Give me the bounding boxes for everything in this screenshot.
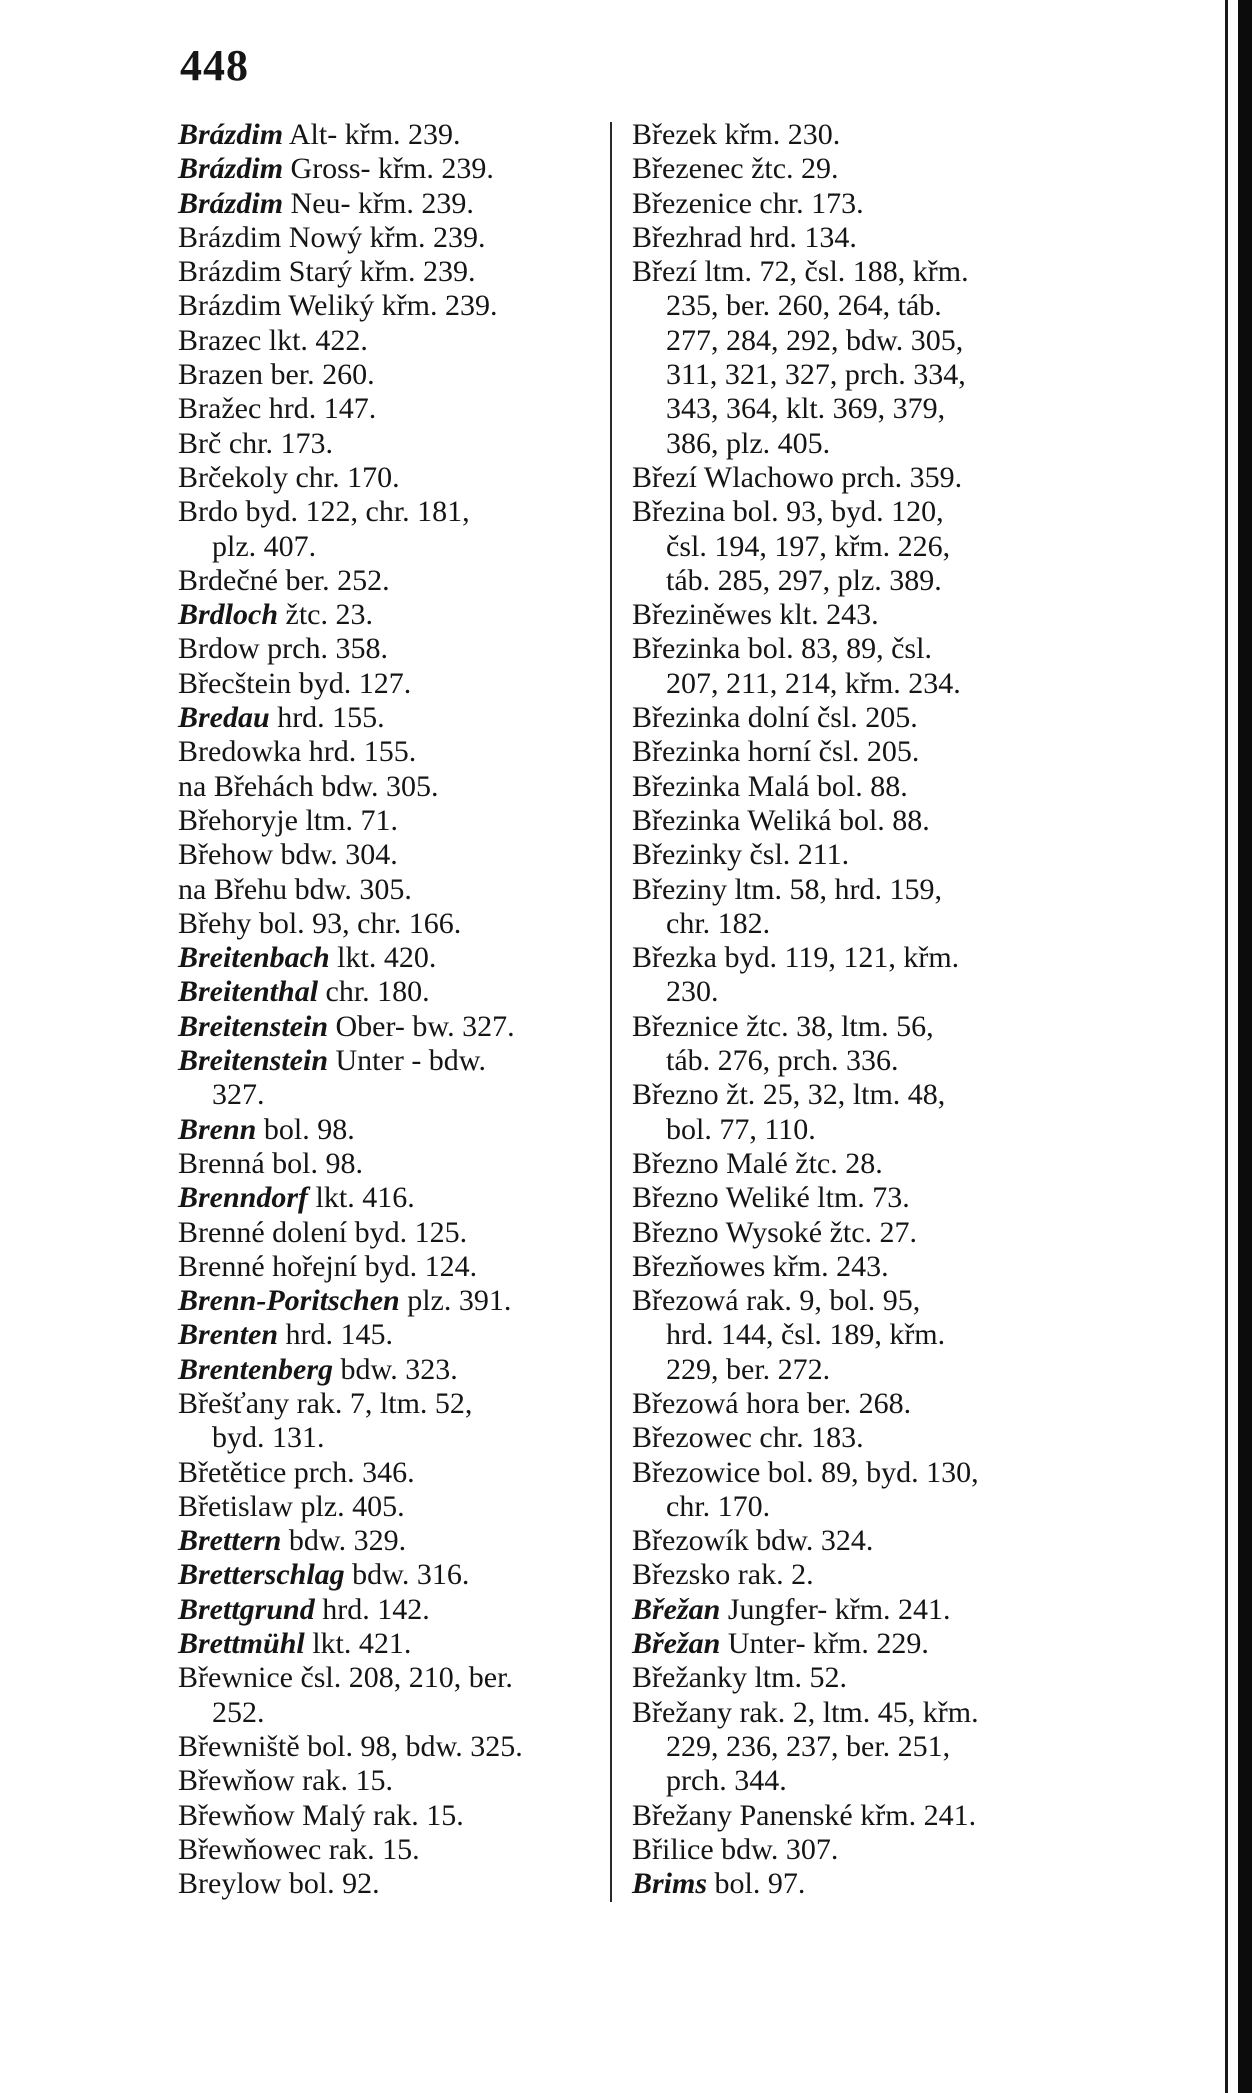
entry-first-line: Březowá hora ber. 268. bbox=[632, 1386, 912, 1420]
index-entry bbox=[178, 1661, 598, 1730]
entry-first-line: Březiněwes klt. 243. bbox=[632, 598, 879, 632]
entry-first-line: Břežany Panenské křm. 241. bbox=[632, 1798, 977, 1832]
index-entry bbox=[632, 152, 1062, 186]
entry-first-line: Březek křm. 230. bbox=[632, 118, 841, 151]
index-entry bbox=[178, 1799, 598, 1833]
index-entry bbox=[632, 1799, 1062, 1833]
index-entry bbox=[632, 1867, 1062, 1901]
entry-first-line: bol. 97. bbox=[714, 1867, 806, 1901]
index-entry bbox=[178, 289, 598, 323]
left-column bbox=[178, 118, 598, 1901]
index-entry bbox=[178, 770, 598, 804]
index-entry bbox=[178, 1593, 598, 1627]
entry-continuation-line: prch. 344. bbox=[666, 1764, 787, 1798]
entry-first-line: Brenné hořejní byd. 124. bbox=[178, 1249, 478, 1283]
index-entry bbox=[178, 873, 598, 907]
entry-continuation-line: chr. 170. bbox=[666, 1489, 771, 1523]
index-entry bbox=[632, 941, 1062, 1010]
index-entry bbox=[632, 632, 1062, 701]
entry-first-line: Březinka horní čsl. 205. bbox=[632, 735, 920, 769]
entry-first-line: Březinky čsl. 211. bbox=[632, 838, 850, 872]
entry-continuation-line: 207, 211, 214, křm. 234. bbox=[666, 666, 961, 700]
index-entry bbox=[632, 1833, 1062, 1867]
index-entry bbox=[632, 1696, 1062, 1799]
entry-continuation-line: táb. 285, 297, plz. 389. bbox=[666, 563, 942, 597]
entry-first-line: Ober- bw. 327. bbox=[335, 1009, 515, 1043]
index-entry bbox=[632, 1147, 1062, 1181]
index-entry bbox=[178, 667, 598, 701]
entry-first-line: lkt. 421. bbox=[312, 1627, 412, 1661]
entry-first-line: Brazec lkt. 422. bbox=[178, 323, 368, 357]
entry-headword: Brims bbox=[632, 1867, 708, 1901]
entry-first-line: Břešťany rak. 7, ltm. 52, bbox=[178, 1386, 473, 1420]
entry-first-line: Unter - bdw. bbox=[335, 1044, 487, 1078]
entry-first-line: Březiny ltm. 58, hrd. 159, bbox=[632, 872, 942, 906]
entry-first-line: Břetětice prch. 346. bbox=[178, 1455, 415, 1489]
index-entry bbox=[178, 701, 598, 735]
entry-first-line: Březí Wlachowo prch. 359. bbox=[632, 460, 963, 494]
entry-continuation-line: 277, 284, 292, bdw. 305, bbox=[666, 323, 964, 357]
entry-headword: Breitenstein bbox=[178, 1009, 329, 1043]
entry-headword: Brázdim bbox=[178, 152, 284, 186]
entry-first-line: Brázdim Nowý křm. 239. bbox=[178, 220, 486, 254]
index-entry bbox=[178, 255, 598, 289]
index-entry bbox=[632, 1078, 1062, 1147]
index-entry bbox=[178, 975, 598, 1009]
entry-first-line: Březowá rak. 9, bol. 95, bbox=[632, 1284, 921, 1318]
entry-first-line: Neu- křm. 239. bbox=[290, 186, 474, 220]
entry-first-line: Břežany rak. 2, ltm. 45, křm. bbox=[632, 1695, 979, 1729]
index-entry bbox=[178, 1147, 598, 1181]
page-edge-line bbox=[1225, 0, 1228, 2093]
index-entry bbox=[632, 1250, 1062, 1284]
entry-headword: Brettgrund bbox=[178, 1592, 315, 1626]
entry-first-line: Březenice chr. 173. bbox=[632, 186, 864, 220]
entry-continuation-line: 311, 321, 327, prch. 334, bbox=[666, 358, 966, 392]
entry-headword: Brázdim bbox=[178, 118, 284, 151]
entry-first-line: Břehow bdw. 304. bbox=[178, 838, 398, 872]
entry-first-line: bol. 98. bbox=[263, 1112, 355, 1146]
entry-first-line: plz. 391. bbox=[407, 1284, 512, 1318]
index-entry bbox=[632, 1216, 1062, 1250]
entry-first-line: Brazen ber. 260. bbox=[178, 358, 375, 392]
entry-first-line: Alt- křm. 239. bbox=[288, 118, 461, 151]
entry-headword: Brdloch bbox=[178, 598, 279, 632]
entry-first-line: Bražec hrd. 147. bbox=[178, 392, 377, 426]
index-entry bbox=[632, 770, 1062, 804]
index-entry bbox=[178, 187, 598, 221]
index-entry bbox=[178, 1867, 598, 1901]
index-entry bbox=[178, 152, 598, 186]
index-entry bbox=[178, 598, 598, 632]
index-entry bbox=[632, 221, 1062, 255]
index-entry bbox=[632, 873, 1062, 942]
entry-first-line: Březno Malé žtc. 28. bbox=[632, 1146, 883, 1180]
entry-first-line: Brázdim Starý křm. 239. bbox=[178, 255, 476, 289]
entry-first-line: Brdow prch. 358. bbox=[178, 632, 388, 666]
right-column bbox=[632, 118, 1062, 1901]
entry-first-line: Brdečné ber. 252. bbox=[178, 563, 390, 597]
entry-continuation-line: 327. bbox=[212, 1078, 265, 1112]
entry-first-line: Jungfer- křm. 241. bbox=[727, 1592, 951, 1626]
entry-first-line: Březí ltm. 72, čsl. 188, křm. bbox=[632, 255, 969, 289]
entry-first-line: Březowec chr. 183. bbox=[632, 1421, 864, 1455]
entry-first-line: Březinka bol. 83, 89, čsl. bbox=[632, 632, 932, 666]
entry-first-line: Břewňowec rak. 15. bbox=[178, 1832, 420, 1866]
index-entry bbox=[632, 838, 1062, 872]
index-entry bbox=[178, 324, 598, 358]
index-entry bbox=[178, 1216, 598, 1250]
index-entry bbox=[178, 392, 598, 426]
index-entry bbox=[178, 907, 598, 941]
index-entry bbox=[632, 1010, 1062, 1079]
index-entry bbox=[632, 255, 1062, 461]
entry-first-line: Brenné dolení byd. 125. bbox=[178, 1215, 468, 1249]
entry-first-line: Březnice žtc. 38, ltm. 56, bbox=[632, 1009, 934, 1043]
index-entry bbox=[178, 358, 598, 392]
entry-first-line: hrd. 145. bbox=[285, 1318, 394, 1352]
entry-first-line: na Břehách bdw. 305. bbox=[178, 769, 439, 803]
entry-continuation-line: čsl. 194, 197, křm. 226, bbox=[666, 529, 951, 563]
entry-first-line: bdw. 323. bbox=[340, 1352, 458, 1386]
index-entry bbox=[632, 1456, 1062, 1525]
index-entry bbox=[178, 1044, 598, 1113]
index-entry bbox=[178, 495, 598, 564]
index-entry bbox=[632, 1627, 1062, 1661]
entry-continuation-line: 235, ber. 260, 264, táb. bbox=[666, 289, 942, 323]
entry-continuation-line: byd. 131. bbox=[212, 1421, 325, 1455]
index-entry bbox=[178, 1284, 598, 1318]
entry-first-line: Březsko rak. 2. bbox=[632, 1558, 814, 1592]
entry-first-line: Břežanky ltm. 52. bbox=[632, 1661, 847, 1695]
entry-headword: Brettern bbox=[178, 1524, 282, 1558]
entry-first-line: Březno žt. 25, 32, ltm. 48, bbox=[632, 1078, 946, 1112]
index-entry bbox=[178, 221, 598, 255]
entry-first-line: Břewnice čsl. 208, 210, ber. bbox=[178, 1661, 513, 1695]
entry-headword: Brentenberg bbox=[178, 1352, 334, 1386]
index-entry bbox=[178, 632, 598, 666]
entry-first-line: hrd. 142. bbox=[322, 1592, 430, 1626]
entry-continuation-line: 252. bbox=[212, 1695, 265, 1729]
entry-first-line: Březowík bdw. 324. bbox=[632, 1524, 874, 1558]
index-entry bbox=[178, 1181, 598, 1215]
entry-continuation-line: hrd. 144, čsl. 189, křm. bbox=[666, 1318, 946, 1352]
index-entry bbox=[178, 1558, 598, 1592]
entry-first-line: Unter- křm. 229. bbox=[727, 1627, 929, 1661]
index-entry bbox=[178, 1250, 598, 1284]
index-entry bbox=[178, 1113, 598, 1147]
entry-headword: Brenn-Poritschen bbox=[178, 1284, 400, 1318]
entry-continuation-line: 386, plz. 405. bbox=[666, 426, 831, 460]
entry-headword: Břežan bbox=[632, 1627, 721, 1661]
index-entry bbox=[178, 735, 598, 769]
entry-first-line: Břehoryje ltm. 71. bbox=[178, 803, 398, 837]
index-entry bbox=[178, 1318, 598, 1352]
index-entry bbox=[178, 804, 598, 838]
entry-first-line: Brenná bol. 98. bbox=[178, 1146, 363, 1180]
entry-first-line: na Břehu bdw. 305. bbox=[178, 872, 412, 906]
entry-first-line: Breylow bol. 92. bbox=[178, 1867, 380, 1901]
index-entry bbox=[178, 1387, 598, 1456]
entry-headword: Brenndorf bbox=[178, 1181, 309, 1215]
index-entry bbox=[632, 461, 1062, 495]
entry-headword: Bredau bbox=[178, 701, 270, 735]
index-entry bbox=[178, 1490, 598, 1524]
entry-first-line: Březka byd. 119, 121, křm. bbox=[632, 941, 960, 975]
index-entry bbox=[632, 1284, 1062, 1387]
index-entry bbox=[632, 1593, 1062, 1627]
entry-first-line: Březinka Weliká bol. 88. bbox=[632, 803, 930, 837]
entry-headword: Breitenbach bbox=[178, 941, 330, 975]
index-entry bbox=[632, 1181, 1062, 1215]
entry-headword: Břežan bbox=[632, 1592, 721, 1626]
entry-first-line: Brč chr. 173. bbox=[178, 426, 333, 460]
page-number: 448 bbox=[180, 41, 249, 90]
entry-headword: Brenten bbox=[178, 1318, 279, 1352]
entry-first-line: Březinka Malá bol. 88. bbox=[632, 769, 908, 803]
entry-continuation-line: 343, 364, klt. 369, 379, bbox=[666, 392, 946, 426]
entry-first-line: Břewňow rak. 15. bbox=[178, 1764, 393, 1798]
entry-headword: Bretterschlag bbox=[178, 1558, 345, 1592]
entry-first-line: Březhrad hrd. 134. bbox=[632, 220, 857, 254]
entry-first-line: Gross- křm. 239. bbox=[290, 152, 494, 186]
index-entry bbox=[178, 1010, 598, 1044]
entry-continuation-line: bol. 77, 110. bbox=[666, 1112, 816, 1146]
entry-first-line: Březno Wysoké žtc. 27. bbox=[632, 1215, 918, 1249]
entry-first-line: Břewňow Malý rak. 15. bbox=[178, 1798, 464, 1832]
entry-first-line: Březno Weliké ltm. 73. bbox=[632, 1181, 910, 1215]
index-entry bbox=[632, 1661, 1062, 1695]
index-entry bbox=[178, 1524, 598, 1558]
index-entry bbox=[632, 118, 1062, 152]
index-entry bbox=[632, 804, 1062, 838]
index-entry bbox=[178, 461, 598, 495]
page-edge-shadow bbox=[1238, 0, 1252, 2093]
entry-continuation-line: chr. 182. bbox=[666, 906, 771, 940]
entry-first-line: Břehy bol. 93, chr. 166. bbox=[178, 906, 462, 940]
index-entry bbox=[178, 427, 598, 461]
entry-first-line: Břilice bdw. 307. bbox=[632, 1832, 839, 1866]
entry-first-line: lkt. 420. bbox=[337, 941, 437, 975]
entry-first-line: Brázdim Weliký křm. 239. bbox=[178, 289, 498, 323]
entry-continuation-line: 230. bbox=[666, 975, 719, 1009]
entry-continuation-line: plz. 407. bbox=[212, 529, 317, 563]
index-entry bbox=[632, 1387, 1062, 1421]
index-entry bbox=[632, 187, 1062, 221]
index-entry bbox=[632, 1421, 1062, 1455]
entry-first-line: bdw. 329. bbox=[288, 1524, 407, 1558]
entry-first-line: Březňowes křm. 243. bbox=[632, 1249, 889, 1283]
entry-first-line: hrd. 155. bbox=[277, 701, 385, 735]
index-entry bbox=[178, 564, 598, 598]
index-entry bbox=[178, 1730, 598, 1764]
entry-headword: Brenn bbox=[178, 1112, 257, 1146]
entry-headword: Breitenthal bbox=[178, 975, 319, 1009]
index-entry bbox=[632, 1524, 1062, 1558]
entry-first-line: Březina bol. 93, byd. 120, bbox=[632, 495, 944, 529]
column-divider bbox=[610, 122, 612, 1902]
index-entry bbox=[632, 735, 1062, 769]
entry-first-line: Březinka dolní čsl. 205. bbox=[632, 701, 918, 735]
entry-first-line: Břewniště bol. 98, bdw. 325. bbox=[178, 1729, 523, 1763]
entry-first-line: Brčekoly chr. 170. bbox=[178, 460, 400, 494]
entry-first-line: Březenec žtc. 29. bbox=[632, 152, 839, 186]
entry-first-line: chr. 180. bbox=[325, 975, 430, 1009]
entry-continuation-line: 229, ber. 272. bbox=[666, 1352, 831, 1386]
index-entry bbox=[178, 838, 598, 872]
index-entry bbox=[632, 1558, 1062, 1592]
entry-headword: Brettmühl bbox=[178, 1627, 305, 1661]
entry-continuation-line: 229, 236, 237, ber. 251, bbox=[666, 1729, 951, 1763]
entry-first-line: Bredowka hrd. 155. bbox=[178, 735, 417, 769]
index-entry bbox=[632, 701, 1062, 735]
index-entry bbox=[178, 1353, 598, 1387]
index-entry bbox=[178, 1764, 598, 1798]
entry-first-line: žtc. 23. bbox=[285, 598, 373, 632]
entry-first-line: Břecštein byd. 127. bbox=[178, 666, 412, 700]
index-entry bbox=[178, 1833, 598, 1867]
index-entry bbox=[178, 1627, 598, 1661]
entry-headword: Breitenstein bbox=[178, 1044, 329, 1078]
index-entry bbox=[178, 1456, 598, 1490]
index-entry bbox=[632, 598, 1062, 632]
entry-first-line: lkt. 416. bbox=[315, 1181, 415, 1215]
index-entry bbox=[632, 495, 1062, 598]
entry-headword: Brázdim bbox=[178, 186, 284, 220]
entry-continuation-line: táb. 276, prch. 336. bbox=[666, 1044, 899, 1078]
index-entry bbox=[178, 941, 598, 975]
entry-first-line: Březowice bol. 89, byd. 130, bbox=[632, 1455, 979, 1489]
index-entry bbox=[178, 118, 598, 152]
entry-first-line: Brdo byd. 122, chr. 181, bbox=[178, 495, 470, 529]
entry-first-line: Břetislaw plz. 405. bbox=[178, 1489, 405, 1523]
entry-first-line: bdw. 316. bbox=[352, 1558, 470, 1592]
